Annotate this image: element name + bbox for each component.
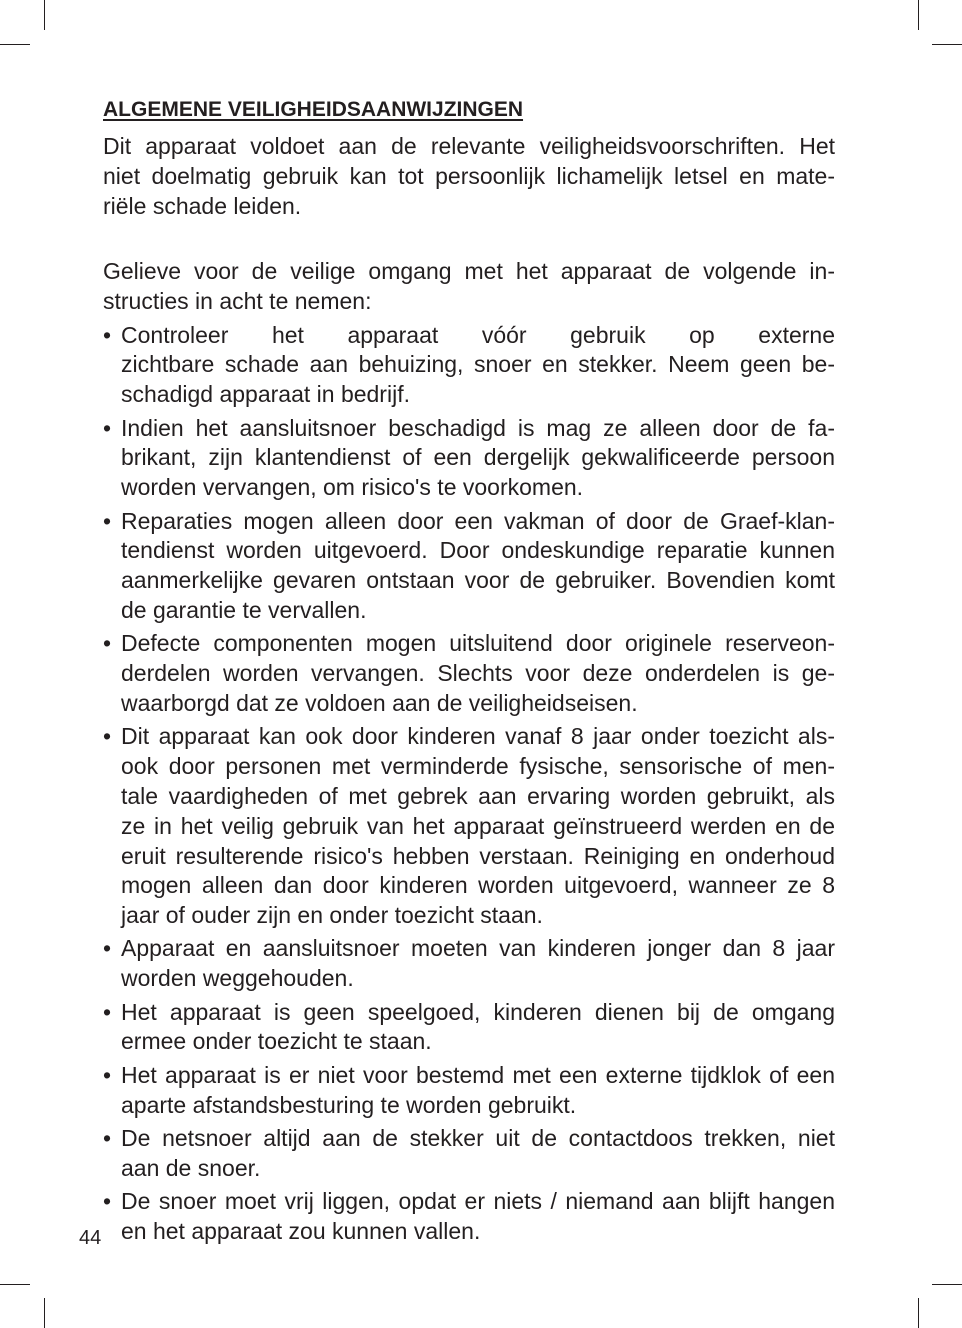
text-line: eruit resulterende risico's hebben verstaan. Reiniging en onderhoud — [121, 842, 835, 869]
text-line: de garantie te vervallen. — [121, 596, 367, 623]
crop-mark-top-right-horizontal — [932, 44, 962, 45]
safety-instruction-list — [103, 321, 835, 1247]
text-line: waarborgd dat ze voldoen aan de veiligheidseisen. — [121, 689, 638, 716]
text-line: aan de snoer. — [121, 1154, 261, 1181]
list-item — [103, 934, 835, 994]
content-column — [103, 98, 835, 1247]
bullet: • — [103, 414, 112, 441]
section-heading: ALGEMENE VEILIGHEIDSAANWIJZINGEN — [103, 98, 524, 121]
bullet: • — [103, 935, 112, 962]
bullet: • — [103, 321, 112, 348]
text-line: aanmerkelijke gevaren ontstaan voor de gebruiker. Bovendien komt — [121, 567, 835, 594]
text-line: Defecte componenten mogen uitsluitend door originele reserveon- — [121, 630, 835, 657]
text-line: riële schade leiden. — [103, 192, 302, 219]
list-item — [103, 722, 835, 931]
page-number: 44 — [79, 1227, 102, 1249]
text-line: Controleer het apparaat vóór gebruik op externe — [121, 321, 835, 348]
text-line: Dit apparaat voldoet aan de relevante veiligheidsvoorschriften. Het — [103, 133, 835, 159]
text-line: Gelieve voor de veilige omgang met het apparaat de volgende in- — [103, 258, 835, 285]
text-line: Het apparaat is er niet voor bestemd met een externe tijdklok of een — [121, 1061, 835, 1088]
list-item — [103, 321, 835, 410]
text-line: derdelen worden vervangen. Slechts voor deze onderdelen is ge- — [121, 660, 835, 687]
text-line: aparte afstandsbesturing te worden gebruikt. — [121, 1091, 577, 1118]
crop-mark-bottom-left-horizontal — [0, 1284, 30, 1285]
text-line: worden vervangen, om risico's te voorkomen. — [121, 474, 584, 501]
text-line: tendienst worden uitgevoerd. Door ondeskundige reparatie kunnen — [121, 537, 835, 564]
list-item — [103, 1187, 835, 1247]
list-item — [103, 414, 835, 503]
text-line: schadigd apparaat in bedrijf. — [121, 381, 410, 408]
text-line: en het apparaat zou kunnen vallen. — [121, 1218, 481, 1245]
text-line: Indien het aansluitsnoer beschadigd is mag ze alleen door de fa- — [121, 414, 835, 441]
text-line: tale vaardigheden of met gebrek aan ervaring worden gebruikt, als — [121, 782, 835, 809]
crop-mark-bottom-right-vertical — [918, 1298, 919, 1328]
bullet: • — [103, 1125, 112, 1152]
intro-paragraph — [103, 132, 835, 221]
text-line: jaar of ouder zijn en onder toezicht staan. — [121, 902, 543, 929]
crop-mark-top-left-horizontal — [0, 44, 30, 45]
bullet: • — [103, 507, 112, 534]
text-line: structies in acht te nemen: — [103, 288, 372, 315]
crop-mark-bottom-right-horizontal — [932, 1284, 962, 1285]
list-item — [103, 507, 835, 626]
text-line: De snoer moet vrij liggen, opdat er niets / niemand aan blijft hangen — [121, 1188, 835, 1215]
bullet: • — [103, 630, 112, 657]
text-line: niet doelmatig gebruik kan tot persoonlijk lichamelijk letsel en mate- — [103, 162, 835, 189]
text-line: brikant, zijn klantendienst of een dergelijk gekwalificeerde persoon — [121, 444, 835, 471]
bullet: • — [103, 998, 112, 1025]
crop-mark-top-left-vertical — [44, 0, 45, 30]
intro-paragraph — [103, 257, 835, 317]
text-line: zichtbare schade aan behuizing, snoer en stekker. Neem geen be- — [121, 351, 835, 378]
bullet: • — [103, 1061, 112, 1088]
bullet: • — [103, 723, 112, 750]
crop-mark-bottom-left-vertical — [44, 1298, 45, 1328]
list-item — [103, 1124, 835, 1184]
text-line: mogen alleen dan door kinderen worden uitgevoerd, wanneer ze 8 — [121, 872, 835, 899]
bullet: • — [103, 1188, 112, 1215]
text-line: worden weggehouden. — [121, 965, 354, 992]
crop-mark-top-right-vertical — [918, 0, 919, 30]
text-line: ook door personen met verminderde fysische, sensorische of men- — [121, 753, 835, 780]
list-item — [103, 998, 835, 1058]
text-line: Apparaat en aansluitsnoer moeten van kinderen jonger dan 8 jaar — [121, 935, 835, 962]
text-line: Dit apparaat kan ook door kinderen vanaf 8 jaar onder toezicht als- — [121, 723, 835, 750]
text-line: Reparaties mogen alleen door een vakman of door de Graef-klan- — [121, 507, 835, 534]
list-item — [103, 629, 835, 718]
text-line: ermee onder toezicht te staan. — [121, 1028, 432, 1055]
text-line: ze in het veilig gebruik van het apparaat geïnstrueerd werden en de — [121, 812, 835, 839]
list-item — [103, 1061, 835, 1121]
text-line: De netsnoer altijd aan de stekker uit de contactdoos trekken, niet — [121, 1125, 835, 1152]
text-line: Het apparaat is geen speelgoed, kinderen dienen bij de omgang — [121, 998, 835, 1025]
